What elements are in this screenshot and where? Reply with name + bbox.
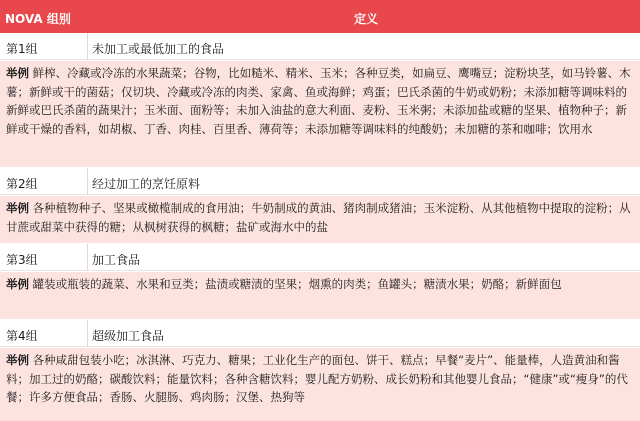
example-row-2 bbox=[0, 196, 640, 243]
group-row-4 bbox=[0, 320, 640, 347]
group-name: 第4组 bbox=[6, 329, 38, 343]
group-row-3 bbox=[0, 244, 640, 271]
group-title: 未加工或最低加工的食品 bbox=[92, 42, 225, 56]
group-title: 超级加工食品 bbox=[92, 329, 165, 343]
group-row-1 bbox=[0, 33, 640, 60]
group-row-2 bbox=[0, 168, 640, 195]
group-name: 第1组 bbox=[6, 42, 38, 56]
column-divider bbox=[87, 33, 88, 60]
example-label: 举例 bbox=[6, 353, 29, 367]
table-header bbox=[0, 0, 640, 33]
example-text: 各种咸甜包装小吃；冰淇淋、巧克力、糖果；工业化生产的面包、饼干、糕点；早餐“麦片”、能量棒，人造黄油和酱料；加工过的奶酪；碳酸饮料；能量饮料；各种含糖饮料；婴儿配方奶粉、成长奶粉和其他婴儿食品；“健康”或“瘦身”的代餐；许多方便食品；香肠、火腿肠、鸡肉肠；汉堡、热狗等 bbox=[6, 353, 628, 404]
column-divider bbox=[87, 168, 88, 195]
header-nova-group: NOVA 组别 bbox=[5, 12, 71, 26]
group-name: 第2组 bbox=[6, 177, 38, 191]
example-text: 鲜榨、冷藏或冷冻的水果蔬菜；谷物，比如糙米、精米、玉米；各种豆类，如扁豆、鹰嘴豆；淀粉块茎，如马铃薯、木薯；新鲜或干的菌菇；仅切块、冷藏或冷冻的肉类、家禽、鱼或海鲜；鸡蛋；巴氏杀菌的牛奶或奶粉；未添加糖等调味料的新鲜或巴氏杀菌的蔬果汁；玉米面、面粉等；未加入油盐的意大利面、麦粉、玉米粥；未添加盐或糖的坚果、植物种子；新鲜或干燥的香料，如胡椒、丁香、肉桂、百里香、薄荷等；未添加糖等调味料的纯酸奶；未加糖的茶和咖啡；饮用水 bbox=[6, 66, 631, 136]
group-name: 第3组 bbox=[6, 253, 38, 267]
header-definition: 定义 bbox=[353, 12, 378, 26]
column-divider bbox=[87, 244, 88, 271]
example-label: 举例 bbox=[6, 201, 29, 215]
example-label: 举例 bbox=[6, 277, 29, 291]
example-text: 各种植物种子、坚果或橄榄制成的食用油；牛奶制成的黄油、猪肉制成猪油；玉米淀粉、从其他植物中提取的淀粉；从甘蔗或甜菜中获得的糖；从枫树获得的枫糖；盐矿或海水中的盐 bbox=[6, 201, 631, 234]
group-title: 经过加工的烹饪原料 bbox=[92, 177, 201, 191]
example-row-1 bbox=[0, 61, 640, 167]
group-title: 加工食品 bbox=[92, 253, 141, 267]
example-text: 罐装或瓶装的蔬菜、水果和豆类；盐渍或糖渍的坚果；烟熏的肉类；鱼罐头；糖渍水果；奶酪；新鲜面包 bbox=[29, 277, 562, 291]
example-row-4 bbox=[0, 348, 640, 421]
example-row-3 bbox=[0, 272, 640, 319]
example-label: 举例 bbox=[6, 66, 29, 80]
column-divider bbox=[87, 320, 88, 347]
